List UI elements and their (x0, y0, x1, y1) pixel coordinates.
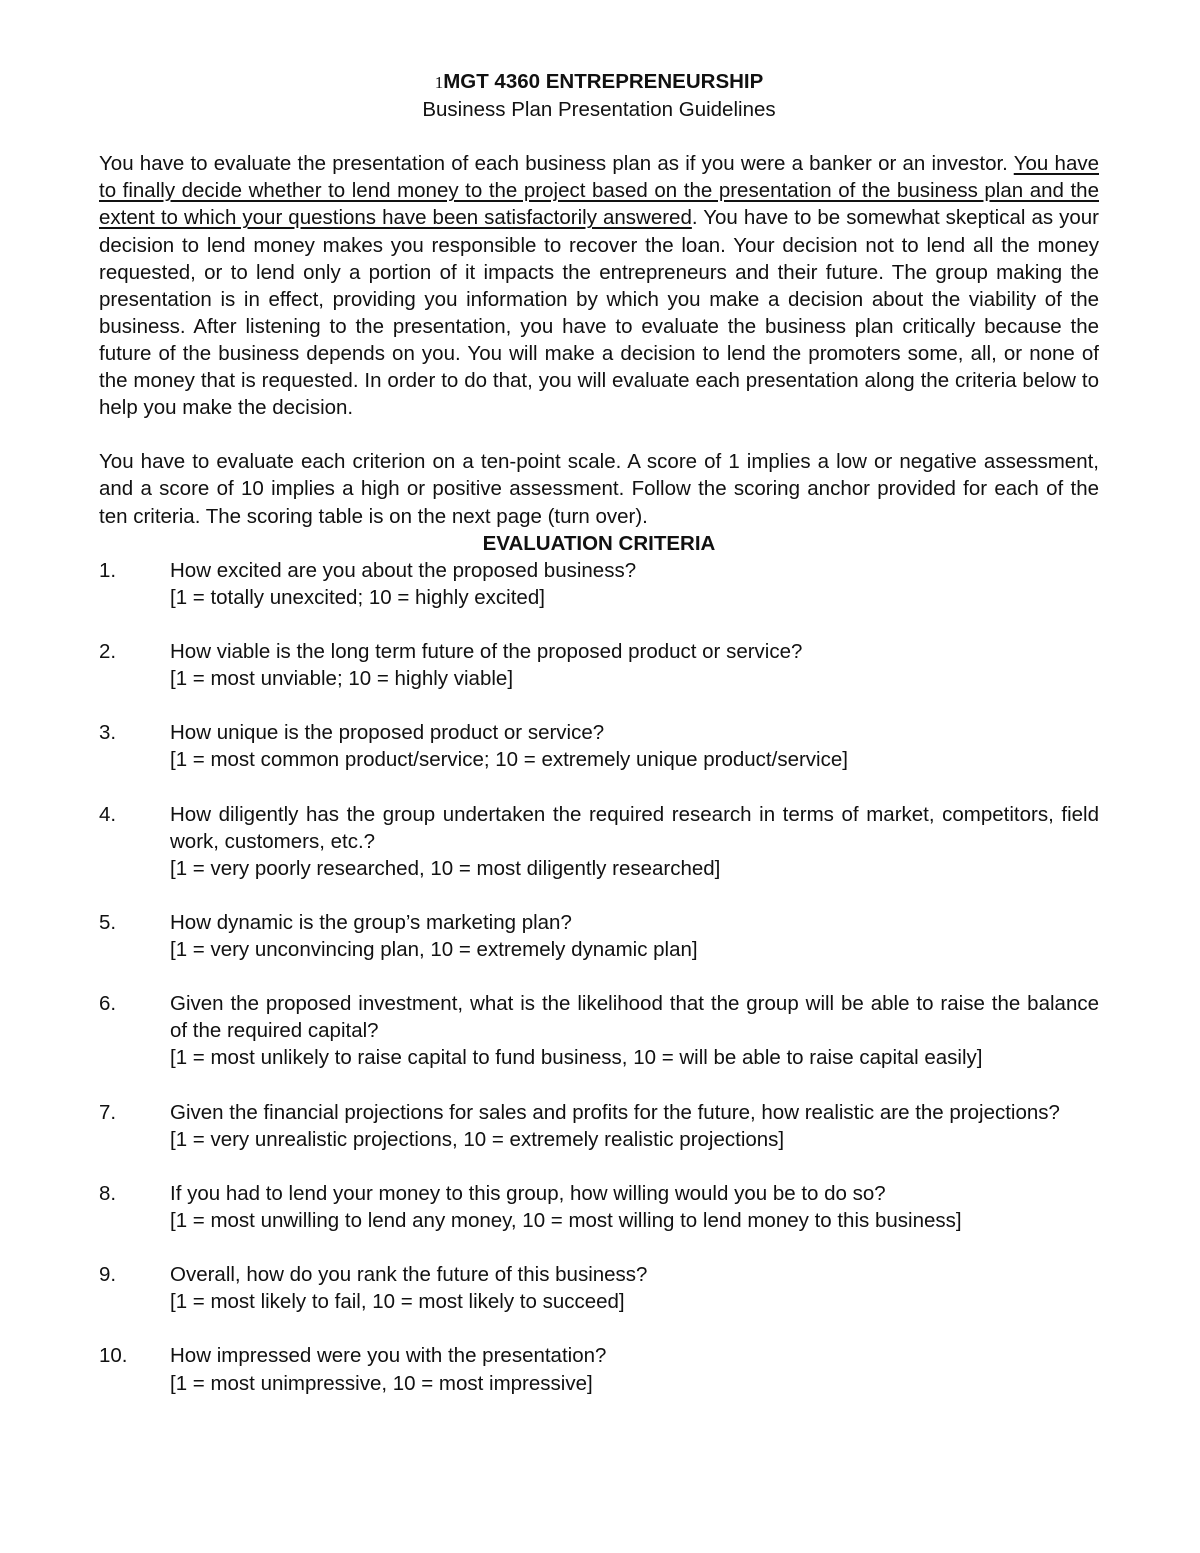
intro-text-end: . You have to be somewhat skeptical as your decision to lend money makes you responsible to recover the loan. Your decision not to lend all the money requested, or to lend only a portion of it impacts the entrepreneurs and their future. The group making the presentation is in effect, providing you information by which you make a decision about the viability of the business. After listening to the presentation, you have to evaluate the business plan critically because the future of the business depends on you. You will make a decision to lend the promoters some, all, or none of the money that is requested. In order to do that, you will evaluate each presentation along the criteria below to help you make the decision. (99, 206, 1099, 420)
criterion-question: How excited are you about the proposed business? (170, 558, 637, 582)
criterion-number: 5. (99, 910, 117, 934)
criterion-scoring-anchor: [1 = most unimpressive, 10 = most impressive] (170, 1371, 593, 1395)
criterion-number: 2. (99, 639, 117, 663)
scoring-paragraph: You have to evaluate each criterion on a ten-point scale. A score of 1 implies a low or negative assessment, and a score of 10 implies a high or positive assessment. Follow the scoring anchor provided for each of the ten criteria. The scoring table is on the next page (turn over). (99, 450, 1099, 528)
criterion-scoring-anchor: [1 = very unrealistic projections, 10 = extremely realistic projections] (170, 1127, 785, 1151)
criterion-item (99, 1261, 1099, 1315)
criterion-number: 9. (99, 1263, 117, 1287)
criterion-number: 6. (99, 992, 117, 1016)
criterion-scoring-anchor: [1 = totally unexcited; 10 = highly excited] (170, 585, 545, 609)
criterion-number: 8. (99, 1181, 117, 1205)
criterion-scoring-anchor: [1 = very unconvincing plan, 10 = extremely dynamic plan] (170, 938, 698, 961)
intro-text-start: You have to evaluate the presentation of each business plan as if you were a banker or an investor. (99, 152, 1014, 176)
criterion-question: Given the financial projections for sales and profits for the future, how realistic are the projections? (170, 1100, 1060, 1124)
criterion-item (99, 1099, 1099, 1153)
criterion-scoring-anchor: [1 = most unwilling to lend any money, 10 = most willing to lend money to this business] (170, 1208, 962, 1232)
intro-paragraph (99, 150, 1099, 421)
criterion-number: 1. (99, 558, 117, 582)
criterion-item (99, 1180, 1099, 1234)
document-subtitle: Business Plan Presentation Guidelines (422, 98, 776, 122)
criterion-number: 4. (99, 802, 117, 826)
criterion-item (99, 909, 1099, 963)
document-title (99, 68, 1099, 96)
footnote-marker: 1 (434, 73, 444, 92)
criterion-number: 10. (99, 1344, 128, 1368)
intro-underlined-text: You have to finally decide whether to lend money to the project based on the presentation of the business plan and the extent to which your questions have been satisfactorily answered (99, 152, 1099, 230)
criterion-question: How impressed were you with the presentation? (170, 1344, 607, 1368)
criterion-scoring-anchor: [1 = very poorly researched, 10 = most diligently researched] (170, 856, 721, 880)
criterion-item (99, 801, 1099, 882)
criterion-scoring-anchor: [1 = most common product/service; 10 = extremely unique product/service] (170, 748, 848, 772)
criterion-scoring-anchor: [1 = most unlikely to raise capital to fund business, 10 = will be able to raise capital easily] (170, 1046, 983, 1070)
document-page (99, 68, 1099, 1424)
criterion-item (99, 1342, 1099, 1396)
criterion-number: 3. (99, 721, 117, 745)
spacer (99, 421, 1099, 448)
criterion-number: 7. (99, 1100, 117, 1124)
criterion-question: How dynamic is the group’s marketing plan? (170, 910, 572, 934)
course-title: MGT 4360 ENTREPRENEURSHIP (443, 70, 764, 93)
criterion-question: Given the proposed investment, what is the likelihood that the group will be able to raise the balance of the required capital? (170, 992, 1099, 1043)
criterion-item (99, 990, 1099, 1071)
criterion-question: If you had to lend your money to this group, how willing would you be to do so? (170, 1181, 886, 1205)
spacer (99, 123, 1099, 150)
criterion-question: How diligently has the group undertaken the required research in terms of market, competitors, field work, customers, etc.? (170, 802, 1099, 853)
criterion-question: How viable is the long term future of the proposed product or service? (170, 639, 803, 663)
criterion-scoring-anchor: [1 = most unviable; 10 = highly viable] (170, 667, 514, 691)
criterion-item (99, 557, 1099, 611)
criteria-list (99, 557, 1099, 1397)
criterion-scoring-anchor: [1 = most likely to fail, 10 = most likely to succeed] (170, 1290, 625, 1314)
criteria-heading: EVALUATION CRITERIA (482, 531, 716, 555)
criterion-question: How unique is the proposed product or service? (170, 721, 605, 745)
criterion-item (99, 638, 1099, 692)
criterion-item (99, 719, 1099, 773)
criterion-question: Overall, how do you rank the future of this business? (170, 1263, 648, 1287)
